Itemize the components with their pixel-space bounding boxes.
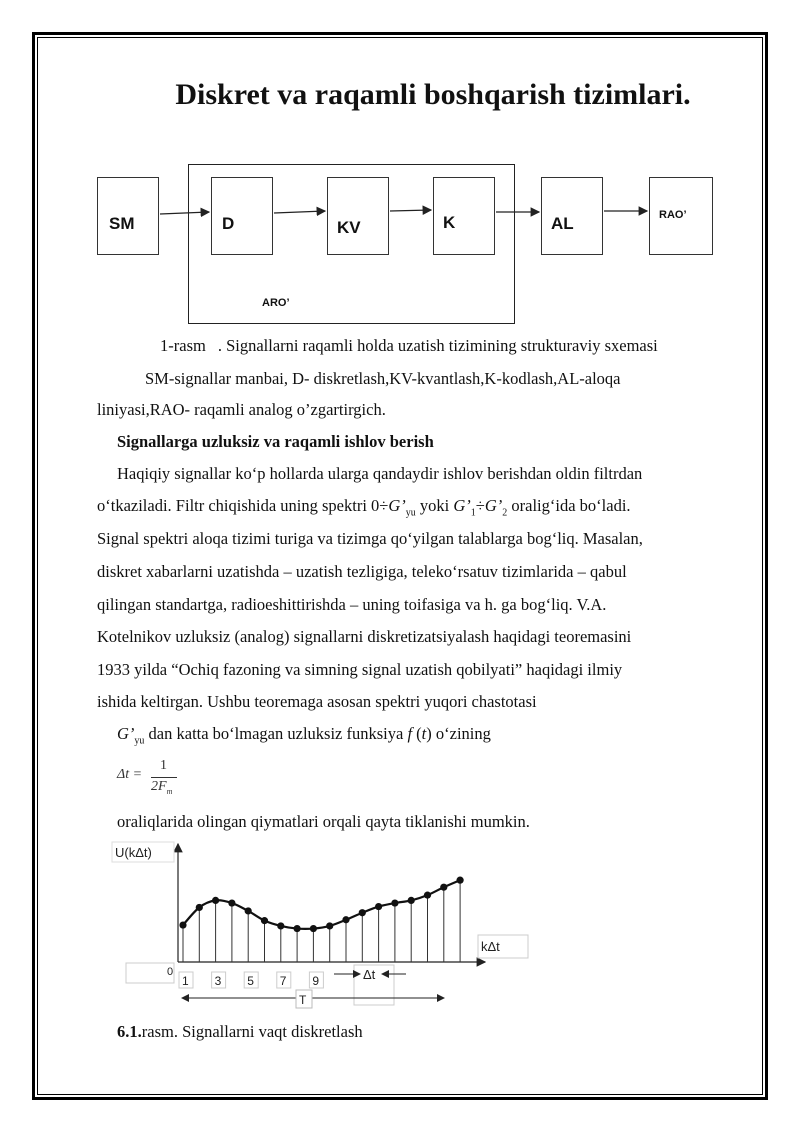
text-span: o‘tkaziladi. Filtr chiqishida uning spektri 0÷ [97,496,389,515]
formula-denominator [151,779,172,796]
sample-point [294,925,301,932]
fraction-bar [151,777,177,778]
paragraph-line-9 [117,724,491,751]
text-span: dan katta bo‘lmagan uzluksiz funksiya [144,724,408,743]
caption-1 [160,336,658,356]
sample-point [310,925,317,932]
sample-point [212,897,219,904]
tick-label-group [179,972,323,988]
subscript: 1 [470,507,476,519]
arrow-sm-d [160,212,209,214]
paragraph-line-7: 1933 yilda “Ochiq fazoning va simning signal uzatish qobilyati” haqidagi ilmiy [97,660,623,679]
signal-curve [183,880,460,929]
paragraph-line-3: Signal spektri aloqa tizimi turiga va tizimga qo‘yilgan talablarga bog‘liq. Masalan, [97,529,643,548]
document-title: Diskret va raqamli boshqarish tizimlari. [175,78,691,111]
symbol-t: t [421,724,427,743]
arrow-kv-k [390,210,431,211]
sample-point [359,909,366,916]
caption-2-text: rasm. Signallarni vaqt diskretlash [141,1022,363,1041]
after-formula-line: oraliqlarida olingan qiymatlari orqali qayta tiklanishi mumkin. [117,812,530,831]
arrow-d-kv [274,211,325,213]
formula-den-text: 2F [151,779,167,794]
text-span: yoki [415,496,454,515]
formula-delta-t [117,758,197,802]
sample-point [326,922,333,929]
symbol-g: G’ [484,496,503,515]
caption-2 [117,1022,363,1042]
legend-line-2: liniyasi,RAO- raqamli analog o’zgartirgich. [97,400,386,419]
paragraph-line-8: ishida keltirgan. Ushbu teoremaga asosan spektri yuqori chastotasi [97,692,537,711]
sample-point [179,921,186,928]
sample-point [342,916,349,923]
section-heading: Signallarga uzluksiz va raqamli ishlov berish [117,432,434,451]
diagram-arrows [0,0,800,340]
tick-label: 9 [312,974,320,988]
sample-point [408,897,415,904]
block-label-rao: RAO’ [659,209,687,221]
sample-point [245,907,252,914]
group-label-aro: ARO’ [262,297,290,309]
block-label-sm: SM [109,214,135,233]
tick-label: 7 [279,974,287,988]
paragraph-line-1: Haqiqiy signallar ko‘p hollarda ularga qandaydir ishlov berishdan oldin filtrdan [117,464,643,483]
paragraph-line-6: Kotelnikov uzluksiz (analog) signallarni diskretizatsiyalash haqidagi teoremasini [97,627,632,646]
text-span: ( [412,724,422,743]
sample-point [228,899,235,906]
subscript: yu [134,735,145,747]
block-label-k: K [443,213,456,232]
subscript: yu [405,507,416,519]
caption-1-number: 1-rasm [160,336,206,355]
formula-lhs: Δt = [117,767,143,782]
paragraph-line-5: qilingan standartga, radioeshittirishda – uning toifasiga va h. ga bog‘liq. V.A. [97,595,607,614]
symbol-g: G’ [388,496,406,515]
origin-label: 0 [167,966,174,978]
formula-numerator: 1 [160,758,167,773]
formula-den-sub: m [166,786,173,796]
caption-1-text: . Signallarni raqamli holda uzatish tizimining strukturaviy sxemasi [217,336,658,355]
symbol-g: G’ [453,496,471,515]
paragraph-line-2 [97,496,631,523]
paragraph-line-4: diskret xabarlarni uzatishda – uzatish tezligiga, teleko‘rsatuv tizimlarida – qabul [97,562,627,581]
delta-label: Δt [363,967,376,982]
tick-label: 5 [247,974,254,988]
block-label-al: AL [551,214,574,233]
sample-point [391,899,398,906]
sample-point [261,917,268,924]
period-label: T [299,993,307,1007]
sampling-chart [110,836,540,1026]
sample-point [375,903,382,910]
text-span: ) o‘zining [426,724,491,743]
tick-label: 3 [214,974,222,988]
y-axis-label: U(kΔt) [115,845,152,860]
sample-point [196,904,203,911]
text-span: ÷ [475,496,485,515]
caption-2-number: 6.1. [117,1022,142,1041]
sample-point [277,922,284,929]
block-label-kv: KV [337,218,361,237]
symbol-g: G’ [117,724,135,743]
sample-point [440,884,447,891]
subscript: 2 [502,507,508,519]
sample-point [424,892,431,899]
text-span: oralig‘ida bo‘ladi. [507,496,631,515]
symbol-f: f [407,724,413,743]
block-label-d: D [222,214,235,233]
legend-line-1: SM-signallar manbai, D- diskretlash,KV-kvantlash,K-kodlash,AL-aloqa [145,369,621,388]
sample-point [457,877,464,884]
tick-label: 1 [182,974,189,988]
sample-group [179,877,463,962]
x-axis-label: kΔt [481,939,500,954]
